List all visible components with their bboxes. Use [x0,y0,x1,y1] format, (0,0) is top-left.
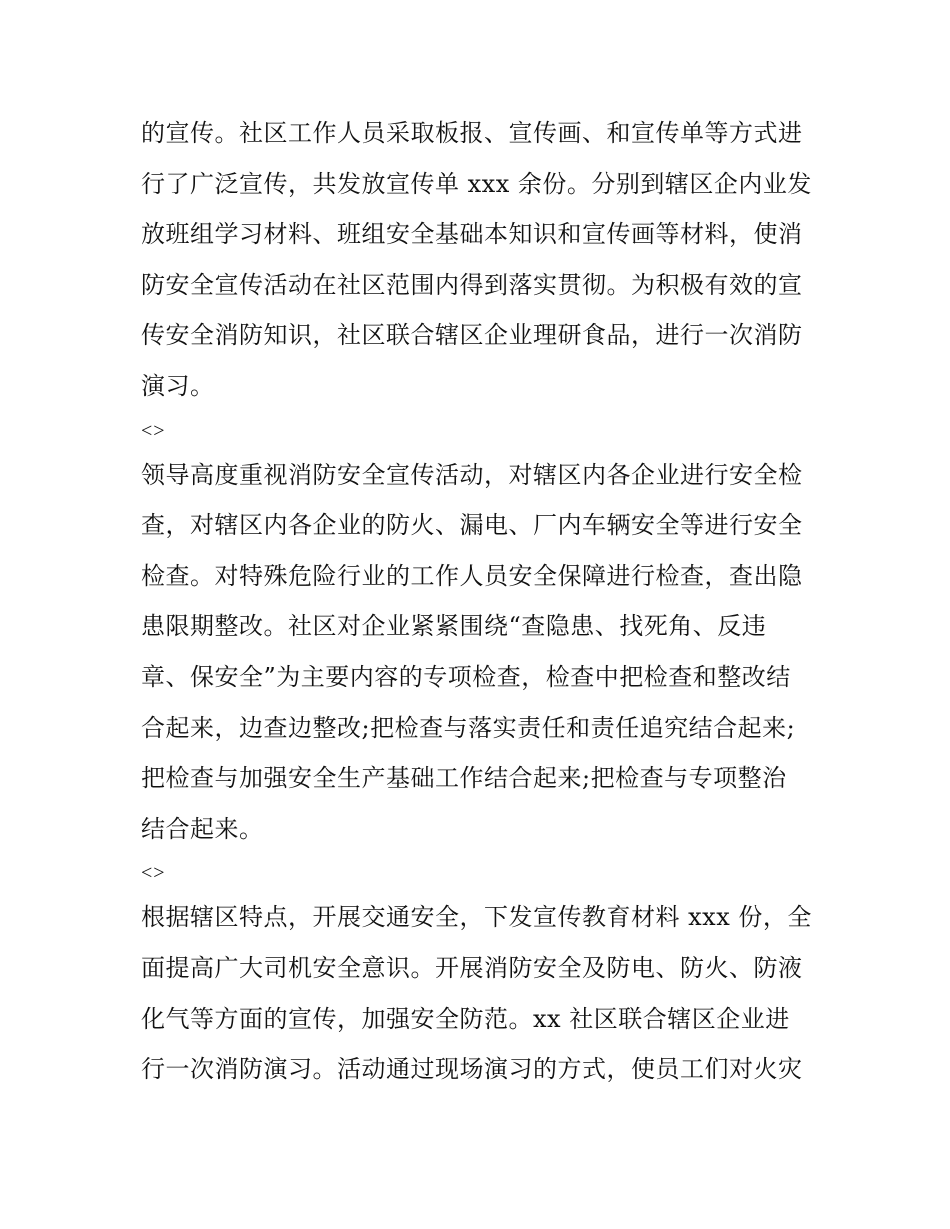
text-line: 领导高度重视消防安全宣传活动，对辖区内各企业进行安全检 [141,460,803,489]
text-line: 根据辖区特点，开展交通安全，下发宣传教育材料 xxx 份，全 [141,903,812,932]
text-line: 传安全消防知识，社区联合辖区企业理研食品，进行一次消防 [141,321,803,350]
document-body [141,108,821,1095]
text-line: 行了广泛宣传，共发放宣传单 xxx 余份。分别到辖区企内业发 [141,169,812,198]
text-line: 章、保安全”为主要内容的专项检查，检查中把检查和整改结 [141,662,791,691]
text-line: 查，对辖区内各企业的防火、漏电、厂内车辆安全等进行安全 [141,511,803,540]
text-line: 面提高广大司机安全意识。开展消防安全及防电、防火、防液 [141,953,803,982]
text-line: 防安全宣传活动在社区范围内得到落实贯彻。为积极有效的宣 [141,270,803,299]
text-line: 检查。对特殊危险行业的工作人员安全保障进行检查，查出隐 [141,561,803,590]
text-line: 合起来，边查边整改;把检查与落实责任和责任追究结合起来; [141,713,796,742]
text-line: 的宣传。社区工作人员采取板报、宣传画、和宣传单等方式进 [141,119,803,147]
text-line: 患限期整改。社区对企业紧紧围绕“查隐患、找死角、反违 [141,612,767,641]
section-separator: <> [141,862,166,885]
paragraph-inspection [141,450,821,855]
paragraph-traffic-safety [141,892,821,1094]
text-line: 演习。 [141,371,215,400]
section-separator: <> [141,419,166,442]
text-line: 化气等方面的宣传，加强安全防范。xx 社区联合辖区企业进 [141,1004,790,1033]
text-line: 行一次消防演习。活动通过现场演习的方式，使员工们对火灾 [141,1055,803,1084]
text-line: 放班组学习材料、班组安全基础本知识和宣传画等材料，使消 [141,220,803,249]
text-line: 把检查与加强安全生产基础工作结合起来;把检查与专项整治 [141,764,787,793]
text-line: 结合起来。 [141,814,264,843]
paragraph-publicity [141,108,821,412]
